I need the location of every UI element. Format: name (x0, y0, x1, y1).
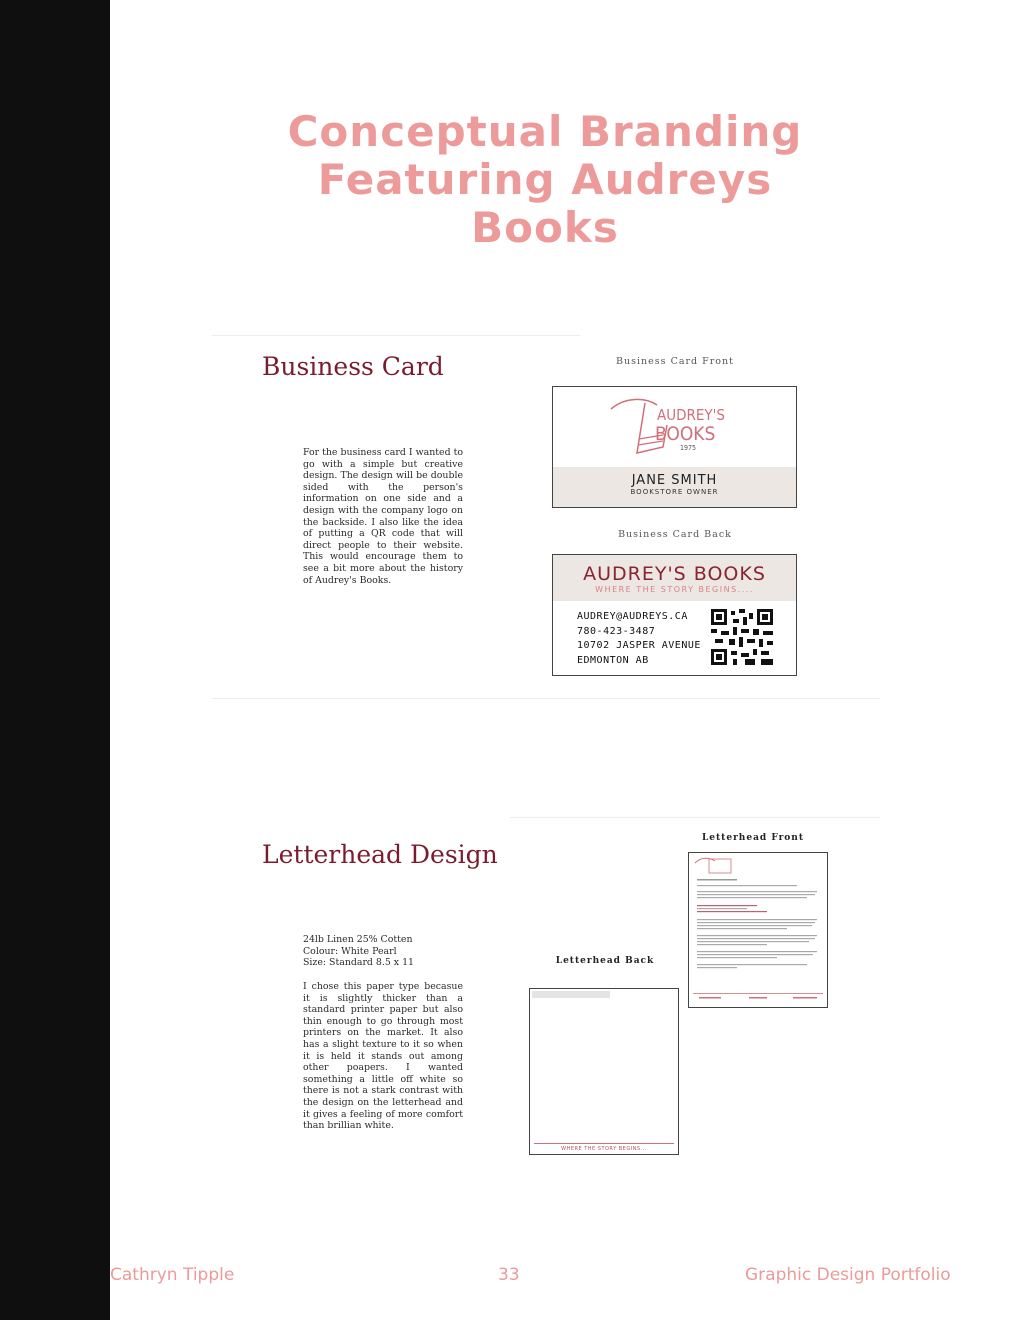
back-brand-band (553, 555, 796, 601)
title-line-3: Books (471, 203, 619, 252)
card-holder-name: JANE SMITH (631, 473, 718, 488)
title-line-2: Featuring Audreys (317, 155, 773, 204)
letterhead-front-thumbnail (689, 853, 827, 1007)
business-card-heading: Business Card (262, 352, 444, 381)
divider-middle (212, 698, 880, 699)
letterhead-back-sheet (529, 988, 679, 1155)
contact-phone: 780-423-3487 (577, 625, 656, 637)
letterhead-description (303, 981, 463, 1132)
business-card-back (552, 554, 797, 676)
letterhead-front-sheet (688, 852, 828, 1008)
front-logo-line1: AUDREY'S (657, 406, 725, 424)
letterhead-front-caption: Letterhead Front (701, 833, 805, 843)
footer-author: Cathryn Tipple (110, 1265, 235, 1285)
letterhead-back-footer-text: WHERE THE STORY BEGINS... (561, 1146, 647, 1152)
business-card-front (552, 386, 797, 508)
contact-email: AUDREY@AUDREYS.CA (577, 611, 688, 622)
business-card-back-caption: Business Card Back (618, 529, 732, 540)
contact-city: EDMONTON AB (577, 654, 649, 666)
divider-letterhead (510, 817, 880, 818)
business-card-front-caption: Business Card Front (616, 356, 734, 367)
letterhead-specs (303, 934, 463, 969)
business-card-description-text: For the business card I wanted to go with a simple but creative design. The design will be double sided with the person's information on one side and a design with the company logo on the backside. I also like the idea of putting a QR code that will direct people to their website. This would encourage them to see a bit more about the history of Audrey's Books. (303, 447, 463, 586)
letterhead-description-text: I chose this paper type becasue it is slightly thicker than a standard printer paper but also thin enough to go through most printers on the market. It also has a slight texture to it so when it is held it stands out among other poapers. I wanted something a little off white so there is not a stark contrast with the design on the letterhead and it gives a feeling of more comfort than brillian white. (303, 981, 463, 1132)
title-line-1: Conceptual Branding (287, 107, 803, 156)
front-logo-line2: BOOKS (655, 423, 716, 445)
letterhead-back-header-band (532, 991, 610, 998)
spec-size: Size: Standard 8.5 x 11 (303, 957, 415, 969)
front-logo-year: 1975 (680, 444, 697, 452)
back-brand-name: AUDREY'S BOOKS (583, 563, 766, 585)
back-tagline: WHERE THE STORY BEGINS.... (595, 585, 754, 594)
divider-top (212, 335, 580, 336)
spec-colour: Colour: White Pearl (303, 945, 397, 957)
footer-portfolio-title: Graphic Design Portfolio (745, 1265, 951, 1285)
front-name-band (553, 467, 796, 507)
spec-paper: 24lb Linen 25% Cotten (303, 934, 413, 945)
card-holder-role: BOOKSTORE OWNER (630, 488, 719, 496)
black-spine-bar (0, 0, 110, 1320)
business-card-description (303, 447, 463, 586)
page-title (190, 108, 900, 252)
footer-page-number: 33 (498, 1265, 520, 1285)
letterhead-back-footer-rule (534, 1143, 674, 1144)
letterhead-heading: Letterhead Design (262, 840, 498, 869)
qr-code-icon (711, 609, 773, 665)
contact-address: 10702 JASPER AVENUE (577, 640, 701, 651)
contact-details (577, 610, 701, 668)
letterhead-back-caption: Letterhead Back (555, 956, 655, 966)
